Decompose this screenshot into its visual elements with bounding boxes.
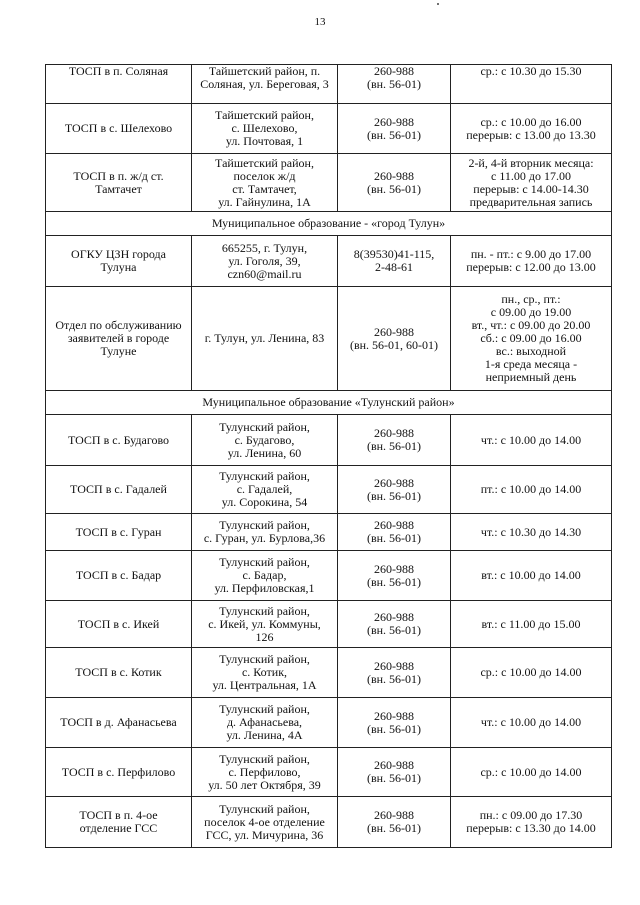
offices-table-body — [46, 65, 612, 848]
office-name-cell: ТОСП в п. Соляная — [46, 65, 192, 104]
phone-cell: 260-988 (вн. 56-01) — [338, 748, 451, 797]
address-cell: Тулунский район, с. Гадалей, ул. Сорокина, 54 — [192, 466, 338, 514]
section-title: Муниципальное образование - «город Тулун» — [46, 212, 612, 236]
hours-cell: пн.: с 09.00 до 17.30 перерыв: с 13.30 до 14.00 — [451, 797, 612, 848]
office-name-cell: ТОСП в п. 4-ое отделение ГСС — [46, 797, 192, 848]
office-name-cell: ТОСП в с. Будагово — [46, 415, 192, 466]
office-name-cell: ТОСП в п. ж/д ст. Тамтачет — [46, 154, 192, 212]
office-name-cell: ТОСП в д. Афанасьева — [46, 698, 192, 748]
address-cell: Тайшетский район, поселок ж/д ст. Тамтачет, ул. Гайнулина, 1А — [192, 154, 338, 212]
table-row — [46, 287, 612, 391]
page-number: 13 — [314, 16, 326, 28]
address-cell: Тулунский район, с. Гуран, ул. Бурлова,36 — [192, 514, 338, 551]
table-row — [46, 466, 612, 514]
phone-cell: 260-988 (вн. 56-01) — [338, 154, 451, 212]
hours-cell: ср.: с 10.00 до 14.00 — [451, 648, 612, 698]
address-cell: Тулунский район, с. Котик, ул. Центральная, 1А — [192, 648, 338, 698]
phone-cell: 260-988 (вн. 56-01) — [338, 466, 451, 514]
address-cell: Тулунский район, поселок 4-ое отделение ГСС, ул. Мичурина, 36 — [192, 797, 338, 848]
office-name-cell: ТОСП в с. Перфилово — [46, 748, 192, 797]
table-row — [46, 601, 612, 648]
office-name-cell: ТОСП в с. Гуран — [46, 514, 192, 551]
hours-cell: вт.: с 11.00 до 15.00 — [451, 601, 612, 648]
office-name-cell: ТОСП в с. Гадалей — [46, 466, 192, 514]
phone-cell: 260-988 (вн. 56-01) — [338, 415, 451, 466]
table-row — [46, 748, 612, 797]
office-name-cell: ТОСП в с. Икей — [46, 601, 192, 648]
hours-cell: ср.: с 10.00 до 16.00 перерыв: с 13.00 до 13.30 — [451, 104, 612, 154]
hours-cell: пт.: с 10.00 до 14.00 — [451, 466, 612, 514]
office-name-cell: ТОСП в с. Котик — [46, 648, 192, 698]
phone-cell: 260-988 (вн. 56-01) — [338, 104, 451, 154]
hours-cell: пн. - пт.: с 9.00 до 17.00 перерыв: с 12.00 до 13.00 — [451, 236, 612, 287]
section-header-row — [46, 212, 612, 236]
address-cell: Тулунский район, с. Икей, ул. Коммуны, 126 — [192, 601, 338, 648]
table-row — [46, 797, 612, 848]
office-name-cell: ОГКУ ЦЗН города Тулуна — [46, 236, 192, 287]
hours-cell: ср.: с 10.30 до 15.30 — [451, 65, 612, 104]
hours-cell: 2-й, 4-й вторник месяца: с 11.00 до 17.00 перерыв: с 14.00-14.30 предварительная запись — [451, 154, 612, 212]
address-cell: Тайшетский район, с. Шелехово, ул. Почтовая, 1 — [192, 104, 338, 154]
hours-cell: чт.: с 10.00 до 14.00 — [451, 698, 612, 748]
phone-cell: 260-988 (вн. 56-01) — [338, 65, 451, 104]
offices-table — [45, 64, 612, 848]
section-title: Муниципальное образование «Тулунский район» — [46, 391, 612, 415]
hours-cell: чт.: с 10.30 до 14.30 — [451, 514, 612, 551]
address-cell: 665255, г. Тулун, ул. Гоголя, 39, czn60@mail.ru — [192, 236, 338, 287]
table-row — [46, 648, 612, 698]
hours-cell: ср.: с 10.00 до 14.00 — [451, 748, 612, 797]
table-row — [46, 551, 612, 601]
table-row — [46, 104, 612, 154]
phone-cell: 260-988 (вн. 56-01) — [338, 514, 451, 551]
scan-speck — [437, 3, 439, 5]
phone-cell: 260-988 (вн. 56-01) — [338, 601, 451, 648]
address-cell: г. Тулун, ул. Ленина, 83 — [192, 287, 338, 391]
address-cell: Тайшетский район, п. Соляная, ул. Береговая, 3 — [192, 65, 338, 104]
office-name-cell: ТОСП в с. Шелехово — [46, 104, 192, 154]
phone-cell: 260-988 (вн. 56-01) — [338, 648, 451, 698]
phone-cell: 260-988 (вн. 56-01, 60-01) — [338, 287, 451, 391]
office-name-cell: ТОСП в с. Бадар — [46, 551, 192, 601]
office-name-cell: Отдел по обслуживанию заявителей в городе Тулуне — [46, 287, 192, 391]
address-cell: Тулунский район, с. Бадар, ул. Перфиловская,1 — [192, 551, 338, 601]
phone-cell: 260-988 (вн. 56-01) — [338, 698, 451, 748]
phone-cell: 260-988 (вн. 56-01) — [338, 797, 451, 848]
table-row — [46, 698, 612, 748]
table-row — [46, 514, 612, 551]
hours-cell: пн., ср., пт.: с 09.00 до 19.00 вт., чт.: с 09.00 до 20.00 сб.: с 09.00 до 16.00 вс.: выходной 1-я среда месяца - неприемный день — [451, 287, 612, 391]
table-row — [46, 154, 612, 212]
hours-cell: вт.: с 10.00 до 14.00 — [451, 551, 612, 601]
address-cell: Тулунский район, д. Афанасьева, ул. Ленина, 4А — [192, 698, 338, 748]
address-cell: Тулунский район, с. Будагово, ул. Ленина, 60 — [192, 415, 338, 466]
address-cell: Тулунский район, с. Перфилово, ул. 50 лет Октября, 39 — [192, 748, 338, 797]
table-row — [46, 236, 612, 287]
hours-cell: чт.: с 10.00 до 14.00 — [451, 415, 612, 466]
phone-cell: 8(39530)41-115, 2-48-61 — [338, 236, 451, 287]
table-row — [46, 65, 612, 104]
phone-cell: 260-988 (вн. 56-01) — [338, 551, 451, 601]
section-header-row — [46, 391, 612, 415]
table-row — [46, 415, 612, 466]
